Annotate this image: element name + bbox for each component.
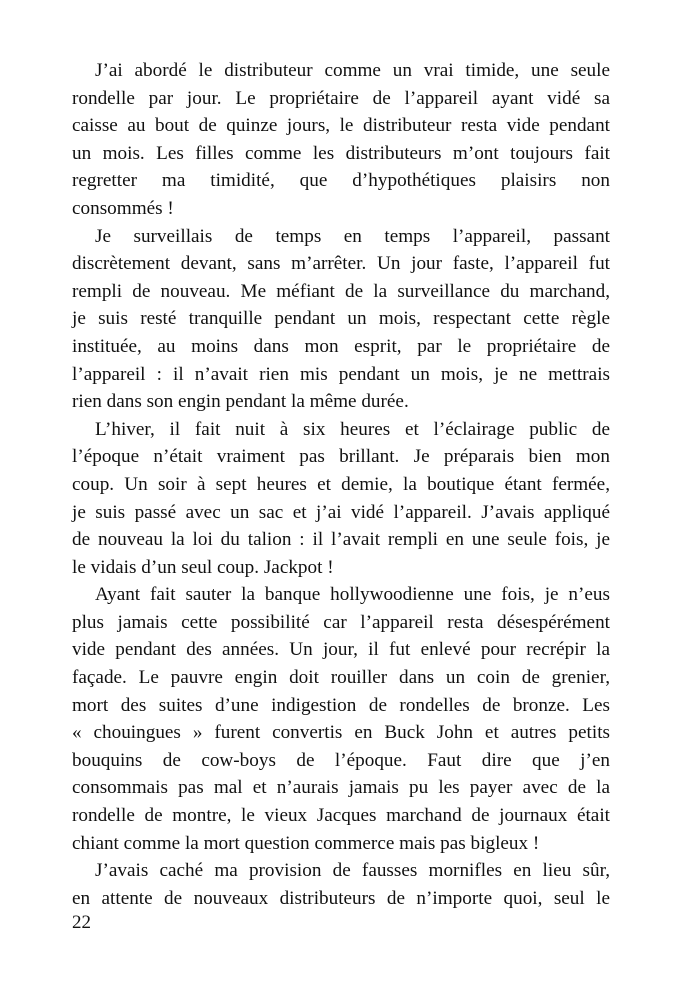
text-line: caisse au bout de quinze jours, le distributeur resta vide pendant: [72, 115, 610, 137]
paragraph: [72, 416, 610, 582]
text-line: L’hiver, il fait nuit à six heures et l’éclairage public de: [95, 418, 610, 440]
text-line: rondelle de montre, le vieux Jacques marchand de journaux était: [72, 805, 610, 827]
text-line: vide pendant des années. Un jour, il fut enlevé pour recrépir la: [72, 639, 610, 661]
text-line: le vidais d’un seul coup. Jackpot !: [72, 556, 334, 578]
text-line: J’avais caché ma provision de fausses mornifles en lieu sûr,: [95, 860, 610, 882]
text-line: l’époque n’était vraiment pas brillant. Je préparais bien mon: [72, 446, 610, 468]
text-line: en attente de nouveaux distributeurs de n’importe quoi, seul le: [72, 887, 610, 909]
text-line: Je surveillais de temps en temps l’appareil, passant: [95, 225, 610, 247]
text-line: je suis resté tranquille pendant un mois, respectant cette règle: [72, 308, 610, 330]
body-text: [72, 57, 610, 912]
text-line: façade. Le pauvre engin doit rouiller dans un coin de grenier,: [72, 667, 610, 689]
text-line: chiant comme la mort question commerce mais pas bigleux !: [72, 832, 540, 854]
text-line: consommés !: [72, 197, 174, 219]
text-line: rondelle par jour. Le propriétaire de l’appareil ayant vidé sa: [72, 87, 610, 109]
text-line: coup. Un soir à sept heures et demie, la boutique étant fermée,: [72, 473, 610, 495]
text-line: consommais pas mal et n’aurais jamais pu les payer avec de la: [72, 777, 610, 799]
text-line: de nouveau la loi du talion : il l’avait rempli en une seule fois, je: [72, 529, 610, 551]
text-line: mort des suites d’une indigestion de rondelles de bronze. Les: [72, 694, 610, 716]
text-line: discrètement devant, sans m’arrêter. Un jour faste, l’appareil fut: [72, 253, 610, 275]
text-line: instituée, au moins dans mon esprit, par le propriétaire de: [72, 335, 610, 357]
text-line: J’ai abordé le distributeur comme un vrai timide, une seule: [95, 60, 610, 81]
text-line: « chouingues » furent convertis en Buck John et autres petits: [72, 722, 610, 744]
text-line: plus jamais cette possibilité car l’appareil resta désespérément: [72, 611, 610, 633]
text-line: Ayant fait sauter la banque hollywoodienne une fois, je n’eus: [95, 584, 610, 606]
paragraph: [72, 223, 610, 416]
text-line: l’appareil : il n’avait rien mis pendant un mois, je ne mettrais: [72, 363, 610, 385]
paragraph: [72, 581, 610, 857]
text-line: je suis passé avec un sac et j’ai vidé l’appareil. J’avais appliqué: [72, 501, 610, 523]
text-line: rempli de nouveau. Me méfiant de la surveillance du marchand,: [72, 280, 610, 302]
page-number: 22: [72, 912, 91, 933]
text-line: bouquins de cow-boys de l’époque. Faut dire que j’en: [72, 749, 610, 771]
text-line: un mois. Les filles comme les distributeurs m’ont toujours fait: [72, 142, 610, 164]
paragraph: [72, 857, 610, 912]
paragraph: [72, 57, 610, 223]
text-line: regretter ma timidité, que d’hypothétiques plaisirs non: [72, 170, 610, 192]
text-line: rien dans son engin pendant la même durée.: [72, 391, 409, 413]
